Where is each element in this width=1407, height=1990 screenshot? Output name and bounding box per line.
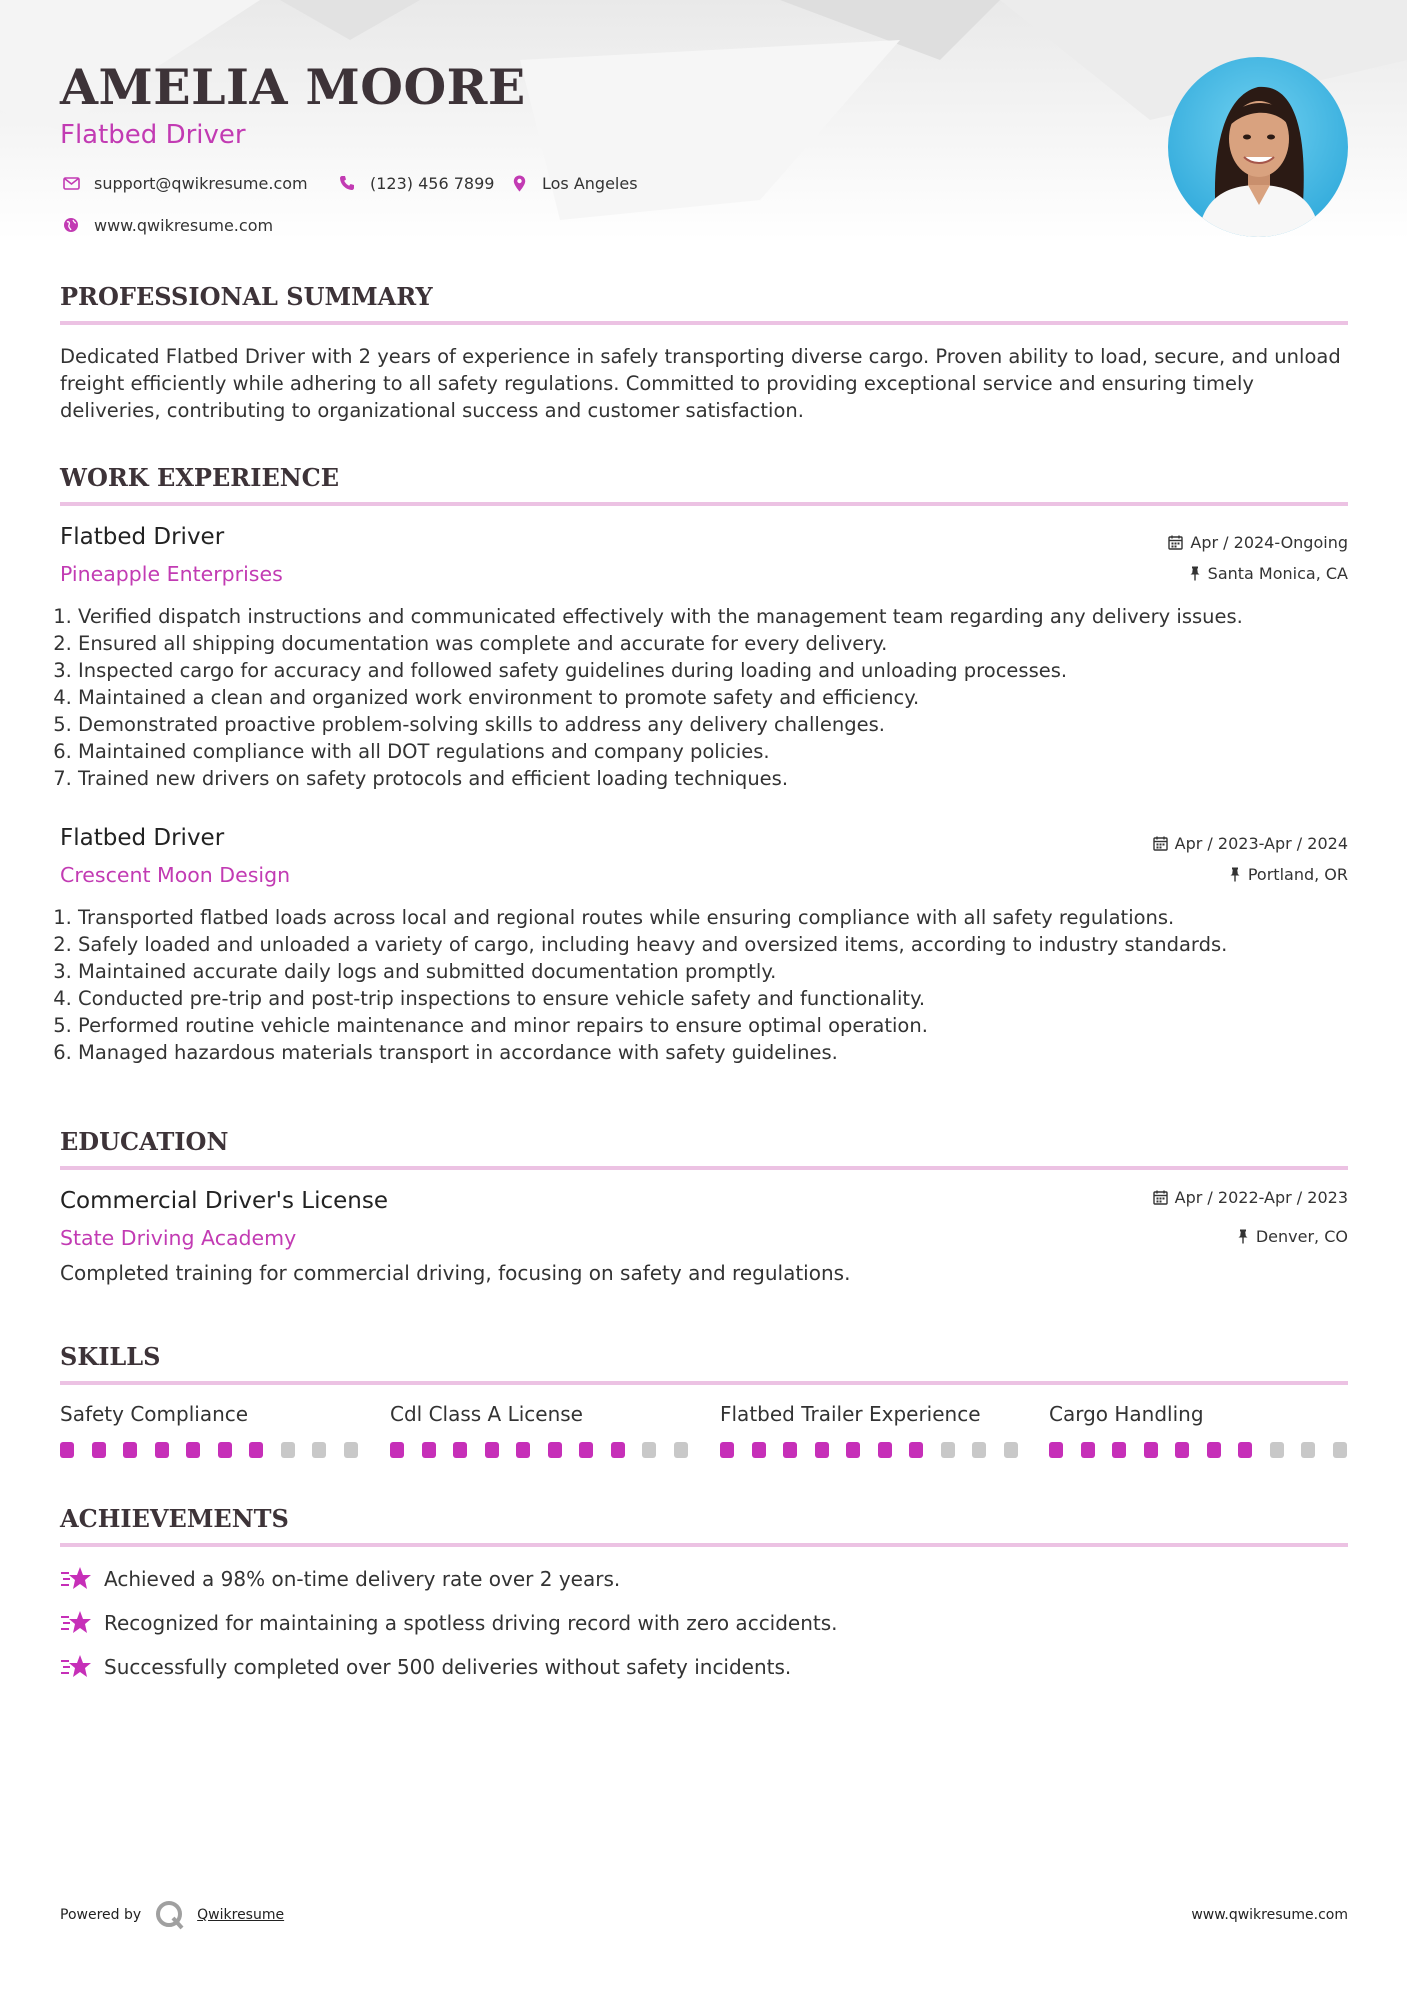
calendar-icon [1153, 836, 1168, 851]
brand-link[interactable]: Qwikresume [197, 1907, 285, 1923]
rating-dot-empty [312, 1442, 326, 1458]
achievement-text: Recognized for maintaining a spotless driving record with zero accidents. [104, 1611, 838, 1635]
list-item: 3. Maintained accurate daily logs and submitted documentation promptly. [78, 958, 1348, 985]
rating-dot-filled [92, 1442, 106, 1458]
skill-rating [720, 1442, 1020, 1458]
experience-heading: WORK EXPERIENCE [60, 463, 1348, 506]
contact-website[interactable] [60, 214, 273, 236]
rating-dot-filled [1175, 1442, 1189, 1458]
rating-dot-filled [878, 1442, 892, 1458]
contact-phone[interactable] [336, 172, 494, 194]
rating-dot-filled [453, 1442, 467, 1458]
rating-dot-filled [752, 1442, 766, 1458]
rating-dot-empty [1004, 1442, 1018, 1458]
list-item: 1. Transported flatbed loads across local and regional routes while ensuring compliance with all safety regulations. [78, 904, 1348, 931]
skill-item [60, 1402, 360, 1458]
list-item: 3. Inspected cargo for accuracy and followed safety guidelines during loading and unloading processes. [78, 657, 1348, 684]
job-2-location-text: Portland, OR [1247, 865, 1348, 884]
skill-name: Cdl Class A License [390, 1402, 583, 1426]
phone-text: (123) 456 7899 [370, 173, 495, 193]
education-location [1237, 1227, 1348, 1246]
rating-dot-filled [909, 1442, 923, 1458]
list-item: 5. Demonstrated proactive problem-solving skills to address any delivery challenges. [78, 711, 1348, 738]
skill-item [720, 1402, 1020, 1458]
rating-dot-filled [720, 1442, 734, 1458]
rating-dot-filled [60, 1442, 74, 1458]
pushpin-icon [1229, 867, 1241, 882]
shooting-star-icon [60, 1565, 92, 1593]
rating-dot-filled [1238, 1442, 1252, 1458]
rating-dot-filled [783, 1442, 797, 1458]
list-item: 2. Ensured all shipping documentation was complete and accurate for every delivery. [78, 630, 1348, 657]
skill-name: Flatbed Trailer Experience [720, 1402, 981, 1426]
rating-dot-filled [815, 1442, 829, 1458]
skill-name: Cargo Handling [1049, 1402, 1204, 1426]
list-item: 1. Verified dispatch instructions and communicated effectively with the management team regarding any delivery issues. [78, 603, 1348, 630]
rating-dot-filled [1112, 1442, 1126, 1458]
job-2-location [1229, 865, 1348, 884]
job-1-dates-text: Apr / 2024-Ongoing [1190, 533, 1348, 552]
calendar-icon [1168, 535, 1183, 550]
contact-location [508, 172, 638, 194]
list-item: 6. Managed hazardous materials transport in accordance with safety guidelines. [78, 1039, 1348, 1066]
contact-email[interactable] [60, 172, 308, 194]
list-item: 5. Performed routine vehicle maintenance and minor repairs to ensure optimal operation. [78, 1012, 1348, 1039]
rating-dot-empty [642, 1442, 656, 1458]
job-1-bullets [60, 603, 1348, 792]
profile-photo [1168, 57, 1348, 237]
summary-heading: PROFESSIONAL SUMMARY [60, 282, 1348, 325]
resume-page [60, 0, 1348, 1990]
rating-dot-empty [1333, 1442, 1347, 1458]
rating-dot-filled [1049, 1442, 1063, 1458]
job-2-dates [1153, 834, 1348, 853]
rating-dot-filled [155, 1442, 169, 1458]
rating-dot-filled [485, 1442, 499, 1458]
education-heading: EDUCATION [60, 1127, 1348, 1170]
job-1-location [1189, 564, 1348, 583]
rating-dot-filled [422, 1442, 436, 1458]
shooting-star-icon [60, 1653, 92, 1681]
achievement-text: Achieved a 98% on-time delivery rate over 2 years. [104, 1567, 621, 1591]
skill-item [390, 1402, 690, 1458]
calendar-icon [1153, 1190, 1168, 1205]
education-school: State Driving Academy [60, 1226, 297, 1250]
job-1-dates [1168, 533, 1348, 552]
shooting-star-icon [60, 1609, 92, 1637]
rating-dot-filled [1144, 1442, 1158, 1458]
envelope-icon [60, 172, 82, 194]
list-item: 4. Maintained a clean and organized work environment to promote safety and efficiency. [78, 684, 1348, 711]
rating-dot-filled [1207, 1442, 1221, 1458]
job-2-title: Flatbed Driver [60, 825, 225, 851]
globe-icon [60, 214, 82, 236]
list-item: 6. Maintained compliance with all DOT regulations and company policies. [78, 738, 1348, 765]
rating-dot-filled [218, 1442, 232, 1458]
education-location-text: Denver, CO [1255, 1227, 1348, 1246]
rating-dot-empty [972, 1442, 986, 1458]
education-dates [1153, 1188, 1348, 1207]
job-1-title: Flatbed Driver [60, 524, 225, 550]
rating-dot-filled [548, 1442, 562, 1458]
achievements-heading: ACHIEVEMENTS [60, 1504, 1348, 1547]
qwikresume-logo-icon [155, 1900, 185, 1930]
map-pin-icon [508, 172, 530, 194]
rating-dot-filled [123, 1442, 137, 1458]
achievement-item [60, 1609, 838, 1637]
phone-icon [336, 172, 358, 194]
achievement-item [60, 1653, 791, 1681]
powered-by-label: Powered by [60, 1907, 142, 1923]
achievement-text: Successfully completed over 500 deliveries without safety incidents. [104, 1655, 792, 1679]
list-item: 7. Trained new drivers on safety protocols and efficient loading techniques. [78, 765, 1348, 792]
location-text: Los Angeles [542, 173, 638, 193]
achievement-item [60, 1565, 620, 1593]
pushpin-icon [1189, 566, 1201, 581]
email-text: support@qwikresume.com [94, 173, 308, 193]
candidate-title: Flatbed Driver [60, 120, 246, 150]
rating-dot-filled [390, 1442, 404, 1458]
job-2-company: Crescent Moon Design [60, 863, 291, 887]
rating-dot-filled [846, 1442, 860, 1458]
job-2-dates-text: Apr / 2023-Apr / 2024 [1174, 834, 1348, 853]
rating-dot-filled [611, 1442, 625, 1458]
rating-dot-filled [249, 1442, 263, 1458]
skills-heading: SKILLS [60, 1342, 1348, 1385]
rating-dot-empty [674, 1442, 688, 1458]
rating-dot-filled [516, 1442, 530, 1458]
skill-item [1049, 1402, 1349, 1458]
job-1-location-text: Santa Monica, CA [1207, 564, 1348, 583]
skill-rating [1049, 1442, 1349, 1458]
rating-dot-empty [281, 1442, 295, 1458]
job-2-bullets [60, 904, 1348, 1066]
list-item: 2. Safely loaded and unloaded a variety of cargo, including heavy and oversized items, according to industry standards. [78, 931, 1348, 958]
pushpin-icon [1237, 1229, 1249, 1244]
rating-dot-filled [579, 1442, 593, 1458]
list-item: 4. Conducted pre-trip and post-trip inspections to ensure vehicle safety and functionality. [78, 985, 1348, 1012]
job-1-company: Pineapple Enterprises [60, 562, 283, 586]
education-description: Completed training for commercial driving, focusing on safety and regulations. [60, 1261, 851, 1285]
candidate-name: AMELIA MOORE [60, 58, 526, 116]
rating-dot-empty [1270, 1442, 1284, 1458]
rating-dot-filled [1081, 1442, 1095, 1458]
rating-dot-empty [941, 1442, 955, 1458]
website-text: www.qwikresume.com [94, 215, 274, 235]
summary-text: Dedicated Flatbed Driver with 2 years of experience in safely transporting diverse cargo. Proven ability to load, secure, and unload freight efficiently while adhering to all safety regulations. Committed to providing exceptional service and ensuring timely deliveries, contributing to organizational success and customer satisfaction. [60, 345, 1341, 422]
rating-dot-empty [1301, 1442, 1315, 1458]
skill-rating [60, 1442, 360, 1458]
skill-rating [390, 1442, 690, 1458]
rating-dot-filled [186, 1442, 200, 1458]
footer-website[interactable]: www.qwikresume.com [1191, 1907, 1348, 1923]
rating-dot-empty [344, 1442, 358, 1458]
education-degree: Commercial Driver's License [60, 1188, 388, 1214]
skill-name: Safety Compliance [60, 1402, 249, 1426]
footer-powered [60, 1900, 284, 1930]
education-dates-text: Apr / 2022-Apr / 2023 [1174, 1188, 1348, 1207]
